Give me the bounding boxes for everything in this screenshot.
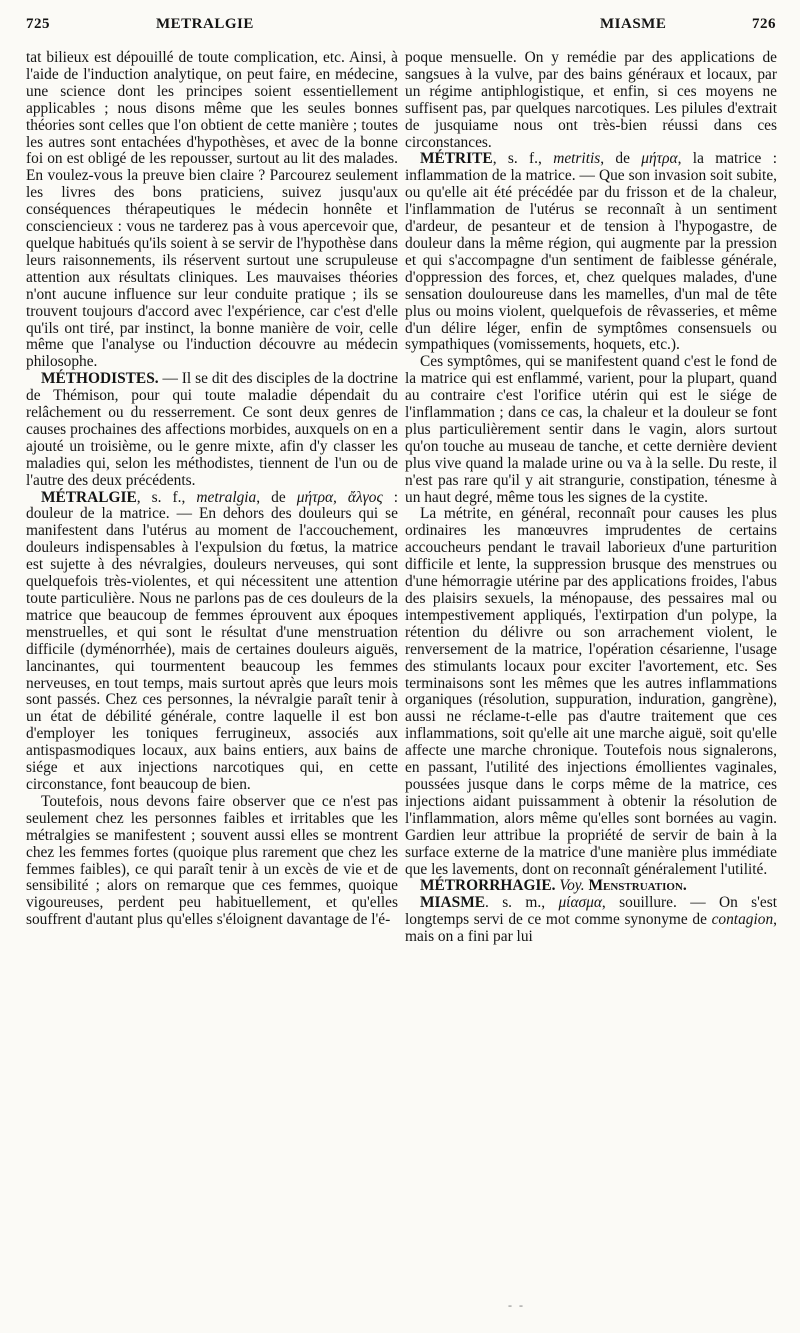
greek-term: μήτρα (641, 150, 678, 168)
paragraph-continuation: poque mensuelle. On y remédie par des applications de sangsues à la vulve, par des bains généraux et locaux, par un régime antiphlogistique, et enfin, si ces moyens ne suffisent pas, par quelques narcotiques. Les pilules d'extrait de jusquiame nous ont très-bien réussi dans ces circonstances. (405, 49, 777, 151)
headword: MÉTRALGIE (41, 488, 137, 506)
paragraph-continuation: tat bilieux est dépouillé de toute complication, etc. Ainsi, à l'aide de l'induction analytique, on peut faire, en médecine, une science dont les principes soient essentiellement applicables ; nous disons même que les seules bonnes théories sont celles que l'on obtient de cette manière ; toutes les autres sont entachées d'hypothèses, et avec de la bonne foi on est obligé de les repousser, surtout au lit des malades. En voulez-vous la preuve bien claire ? Parcourez seulement les livres des bons praticiens, suivez jusqu'aux conséquences thérapeutiques le médecin honnête et consciencieux : vous ne tarderez pas à vous apercevoir que, quelque habitués qu'ils soient à se servir de l'hypothèse dans leurs raisonnements, ils réservent surtout une scrupuleuse attention aux résultats cliniques. Les mauvaises théories n'ont aucune influence sur leur conduite pratique ; ils se trouvent toujours d'accord avec l'expérience, car c'est d'elle qu'ils ont tiré, par instinct, la bonne manière de voir, celle même que l'analyse ou l'induction découvre au médecin philosophe. (26, 49, 398, 371)
cross-reference: Menstruation. (588, 877, 687, 895)
italic-term: contagion (711, 911, 774, 929)
latin-term: metralgia (196, 488, 257, 506)
greek-term: μίασμα (558, 894, 602, 912)
entry-text: , souillure. — On s'est longtemps servi de ce mot comme synonyme de (405, 894, 777, 929)
left-column (26, 50, 398, 929)
gender-label: , s. f., (136, 488, 197, 506)
entry-text-end: , mais on a fini par lui (405, 911, 777, 946)
gender-label: , s. f., (492, 150, 554, 168)
gender-label: . s. m., (484, 894, 559, 912)
right-page-number: 726 (752, 16, 776, 32)
left-page-number: 725 (26, 16, 50, 32)
left-running-title: METRALGIE (156, 16, 254, 32)
latin-term: metritis (553, 150, 601, 168)
entry-metralgie (26, 490, 398, 794)
entry-metrorrhagie (405, 878, 777, 895)
footer-mark: - - (508, 1298, 525, 1312)
headword: MÉTRORRHAGIE. (420, 877, 556, 895)
entry-miasme (405, 895, 777, 946)
greek-term: μήτρα, ἄλγος (296, 488, 383, 506)
paragraph: Toutefois, nous devons faire observer que ce n'est pas seulement chez les personnes faibles et irritables que les métralgies se manifestent ; souvent aussi elles se montrent chez les femmes fortes (quoique plus rarement que chez les femmes faibles), ce qui paraît tenir à un excès de vie et de sensibilité ; alors on remarque que ces femmes, quoique vigoureuses, perdent peu habituellement, et qu'elles souffrent d'autant plus qu'elles s'éloignent davantage de l'é- (26, 792, 398, 929)
entry-text: — Il se dit des disciples de la doctrine de Thémison, pour qui toute maladie dépendait du relâchement ou du resserrement. Ce sont deux genres de causes prochaines des affections morbides, auxquels on en a ajouté un troisième, ou le genre mixte, afin d'y classer les maladies qui, selon les méthodistes, tiennent de l'un ou de l'autre des deux précédents. (26, 370, 398, 489)
headword: MÉTHODISTES. (41, 370, 159, 388)
entry-metrite (405, 151, 777, 354)
right-column (405, 50, 777, 946)
voy-reference: Voy. (559, 877, 585, 895)
entry-methodistes (26, 371, 398, 489)
etymology-de: , de (256, 488, 297, 506)
headword: MIASME (420, 894, 485, 912)
entry-text: : douleur de la matrice. — En dehors des douleurs qui se manifestent dans l'utérus au moment de l'accouchement, douleurs indispensables à l'expulsion du fœtus, la matrice est sujette à des névralgies, douleurs nerveuses, qui sont quelquefois très-violentes, et qui nécessitent une attention toute particulière. Nous ne parlons pas de ces douleurs de la matrice que beaucoup de femmes éprouvent aux époques menstruelles, et qui sont le résultat d'une menstruation difficile (dyménorrhée), mais de certaines douleurs aiguës, lancinantes, qui tourmentent beaucoup les femmes nerveuses, en tout temps, mais surtout après que leurs mois sont passés. Chez ces personnes, la névralgie paraît tenir à un état de débilité générale, contre laquelle il est bon d'employer les toniques ferrugineux, associés aux antispasmodiques locaux, aux bains entiers, aux bains de siége et aux injections narcotiques qui, en cette circonstance, font beaucoup de bien. (26, 488, 398, 793)
right-running-title: MIASME (600, 16, 667, 32)
paragraph: La métrite, en général, reconnaît pour causes les plus ordinaires les manœuvres imprudentes de certains accoucheurs pendant le travail laborieux d'une parturition difficile et lente, la suppression brusque des menstrues ou d'une hémorragie utérine par des applications froides, l'abus des plaisirs sexuels, la ménopause, des pessaires mal ou intempestivement appliqués, l'extirpation d'un polype, la rétention du délivre ou son arrachement violent, le renversement de la matrice, l'opération césarienne, l'usage des stimulants locaux pour exciter l'avortement, etc. Ses terminaisons sont les mêmes que les autres inflammations organiques (résolution, suppuration, induration, gangrène), aussi ne réclame-t-elle pas d'autre traitement que ces inflammations, soit qu'elle ait une marche aiguë, soit qu'elle affecte une marche chronique. Toutefois nous signalerons, en passant, l'utilité des injections émollientes vaginales, poussées jusque dans le corps même de la matrice, ces injections aidant puissamment à obtenir la résolution de l'inflammation, alors même qu'elles sont bornées au vagin. Gardien leur attribue la propriété de servir de bain à la surface externe de la matrice d'une manière plus immédiate que les lavements, dont on reconnaît généralement l'utilité. (405, 505, 777, 878)
headword: MÉTRITE (420, 150, 493, 168)
etymology-de: , de (600, 150, 642, 168)
entry-text: , la matrice : inflammation de la matrice. — Que son invasion soit subite, ou qu'elle ait été précédée par du frisson et de la chaleur, l'inflammation de l'utérus se reconnaît à un sentiment d'ardeur, de pesanteur et de tension à l'hypogastre, de douleur dans la même région, qui augmente par la pression et qui s'accompagne d'un sentiment de faiblesse générale, d'oppression des forces, et, chez quelques malades, d'une sensation douloureuse dans les mamelles, d'un mal de tête plus ou moins violent, quelquefois de rêvasseries, et même d'un délire léger, enfin de symptômes consensuels ou sympathiques (vomissements, hoquets, etc.). (405, 150, 777, 354)
running-header (26, 16, 776, 40)
paragraph: Ces symptômes, qui se manifestent quand c'est le fond de la matrice qui est enflammé, varient, pour la plupart, quand au contraire c'est l'orifice utérin qui est le siége de l'inflammation ; dans ce cas, la chaleur et la douleur se font plus particulièrement sentir dans le vagin, alors surtout qu'on touche au museau de tanche, et cette dernière devient plus vive quand la malade urine ou va à la selle. Du reste, il n'est pas rare qu'il y ait strangurie, constipation, ténesme à un haut degré, même tous les signes de la cystite. (405, 353, 777, 506)
